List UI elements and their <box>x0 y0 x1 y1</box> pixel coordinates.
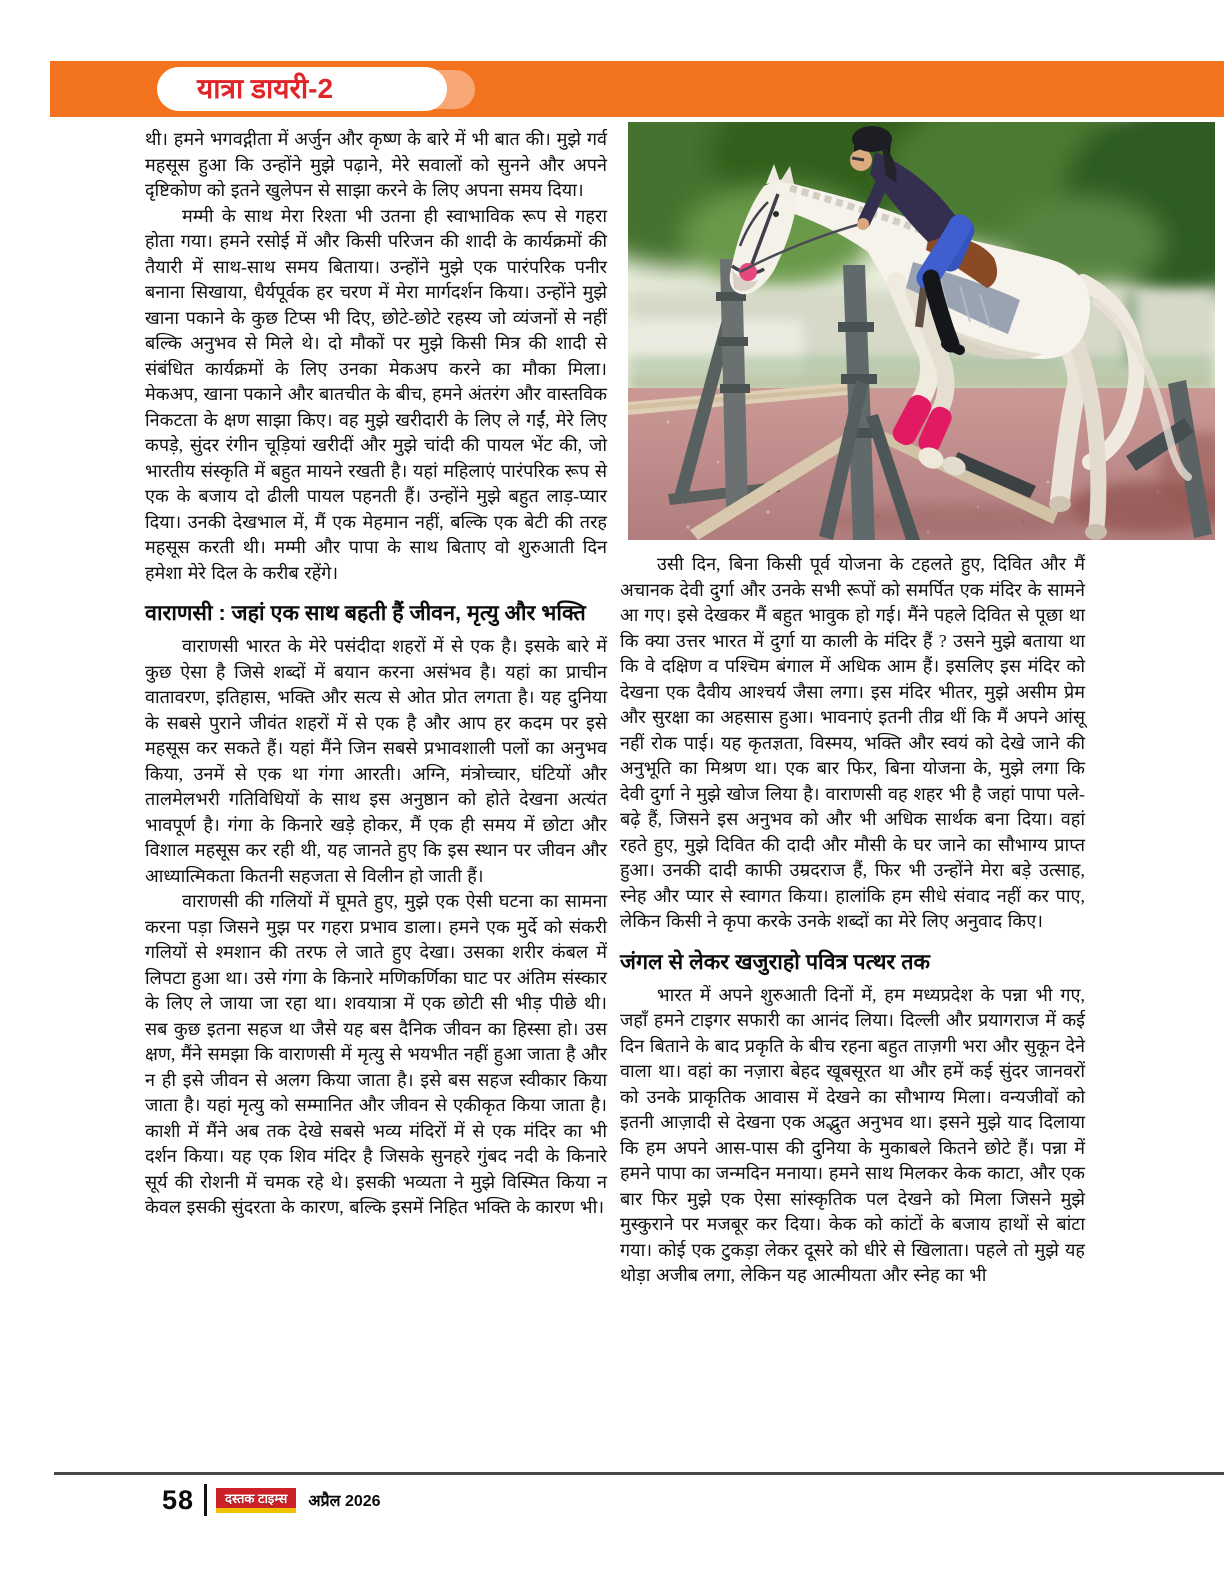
page-number: 58 <box>162 1484 195 1515</box>
magazine-logo: दस्तक टाइम्स <box>216 1488 296 1513</box>
section-heading-khajuraho: जंगल से लेकर खजुराहो पवित्र पत्थर तक <box>620 949 930 974</box>
footer-divider <box>204 1484 207 1516</box>
section-badge <box>157 67 447 111</box>
horse-jump-photo <box>628 122 1215 540</box>
section-heading-varanasi: वाराणसी : जहां एक साथ बहती हैं जीवन, मृत्यु और भक्ति <box>145 601 586 625</box>
body-paragraph-4: वाराणसी की गलियों में घूमते हुए, मुझे एक ऐसी घटना का सामना करना पड़ा जिसने मुझ पर गहरा प्रभाव डाला। हमने एक मुर्दे को संकरी गलियों से श्मशान की तरफ ले जाते हुए देखा। उसका शरीर कंबल में लिपटा हुआ था। उसे गंगा के किनारे मणिकर्णिका घाट पर अंतिम संस्कार के लिए ले जाया जा रहा था। शवयात्रा में एक छोटी सी भीड़ पीछे थी। सब कुछ इतना सहज था जैसे यह बस दैनिक जीवन का हिस्सा हो। उस क्षण, मैंने समझा कि वाराणसी में मृत्यु से भयभीत नहीं हुआ जाता है और न ही इसे जीवन से अलग किया जाता है। इसे बस सहज स्वीकार किया जाता है। यहां मृत्यु को सम्मानित और जीवन से एकीकृत किया जाता है। काशी में मैंने अब तक देखे सबसे भव्य मंदिरों में से एक मंदिर का भी दर्शन किया। यह एक शिव मंदिर है जिसके सुनहरे गुंबद नदी के किनारे सूर्य की रोशनी में चमक रहे थे। इसकी भव्यता ने मुझे विस्मित किया न केवल इसकी सुंदरता के कारण, बल्कि इसमें निहित भक्ति के कारण भी। <box>145 891 607 1217</box>
body-paragraph-2: मम्मी के साथ मेरा रिश्ता भी उतना ही स्वाभाविक रूप से गहरा होता गया। हमने रसोई में और किसी परिजन की शादी के कार्यक्रमों की तैयारी में साथ-साथ समय बिताया। उन्होंने मुझे एक पारंपरिक पनीर बनाना सिखाया, धैर्यपूर्वक हर चरण में मेरा मार्गदर्शन किया। उन्होंने मुझे खाना पकाने के कुछ टिप्स भी दिए, छोटे-छोटे रहस्य जो व्यंजनों से नहीं बल्कि अनुभव से मिले थे। दो मौकों पर मुझे किसी मित्र की शादी से संबंधित कार्यक्रमों के लिए उनका मेकअप करने का मौका मिला। मेकअप, खाना पकाने और बातचीत के बीच, हमने अंतरंग और वास्तविक निकटता के क्षण साझा किए। वह मुझे खरीदारी के लिए ले गईं, मेरे लिए कपड़े, सुंदर रंगीन चूड़ियां खरीदीं और मुझे चांदी की पायल भेंट की, जो भारतीय संस्कृति में बहुत मायने रखती है। यहां महिलाएं पारंपरिक रूप से एक के बजाय दो ढीली पायल पहनती हैं। उन्होंने मुझे बहुत लाड़-प्यार दिया। उनकी देखभाल में, मैं एक मेहमान नहीं, बल्कि एक बेटी की तरह महसूस करती थी। मम्मी और पापा के साथ बिताए वो शुरुआती दिन हमेशा मेरे दिल के करीब रहेंगे। <box>145 205 607 583</box>
footer-rule <box>54 1472 1224 1475</box>
footer <box>162 1481 381 1519</box>
left-column <box>145 127 607 1221</box>
horse-jump-illustration <box>628 122 1215 540</box>
body-paragraph-3: वाराणसी भारत के मेरे पसंदीदा शहरों में से एक है। इसके बारे में कुछ ऐसा है जिसे शब्दों में बयान करना असंभव है। यहां का प्राचीन वातावरण, इतिहास, भक्ति और सत्य से ओत प्रोत लगता है। यह दुनिया के सबसे पुराने जीवंत शहरों में से एक है और आप हर कदम पर इसे महसूस कर सकते हैं। यहां मैंने जिन सबसे प्रभावशाली पलों का अनुभव किया, उनमें से एक था गंगा आरती। अग्नि, मंत्रोच्चार, घंटियों और तालमेलभरी गतिविधियों के साथ इस अनुष्ठान को होते देखना अत्यंत भावपूर्ण है। गंगा के किनारे खड़े होकर, मैं एक ही समय में छोटा और विशाल महसूस कर रही थी, यह जानते हुए कि इस स्थान पर जीवन और आध्यात्मिकता कितनी सहजता से विलीन हो जाती हैं। <box>145 636 607 886</box>
body-paragraph-1: थी। हमने भगवद्गीता में अर्जुन और कृष्ण के बारे में भी बात की। मुझे गर्व महसूस हुआ कि उन्होंने मुझे पढ़ाने, मेरे सवालों को सुनने और अपने दृष्टिकोण को इतने खुलेपन से साझा करने के लिए अपना समय दिया। <box>145 129 607 200</box>
section-band <box>50 61 1224 117</box>
issue-date: अप्रैल 2026 <box>308 1493 381 1510</box>
body-paragraph-5: उसी दिन, बिना किसी पूर्व योजना के टहलते हुए, दिवित और मैं अचानक देवी दुर्गा और उनके सभी रूपों को समर्पित एक मंदिर के सामने आ गए। इसे देखकर मैं बहुत भावुक हो गई। मैंने पहले दिवित से पूछा था कि क्या उत्तर भारत में दुर्गा या काली के मंदिर हैं ? उसने मुझे बताया था कि वे दक्षिण व पश्चिम बंगाल में अधिक आम हैं। इसलिए इस मंदिर को देखना एक दैवीय आश्चर्य जैसा लगा। इस मंदिर भीतर, मुझे असीम प्रेम और सुरक्षा का अहसास हुआ। भावनाएं इतनी तीव्र थीं कि मैं अपने आंसू नहीं रोक पाई। यह कृतज्ञता, विस्मय, भक्ति और स्वयं को देखे जाने की अनुभूति का मिश्रण था। एक बार फिर, बिना योजना के, मुझे लगा कि देवी दुर्गा ने मुझे खोज लिया है। वाराणसी वह शहर भी है जहां पापा पले-बढ़े हैं, जिसने इस अनुभव को और भी अधिक सार्थक बना दिया। वहां रहते हुए, मुझे दिवित की दादी और मौसी के घर जाने का सौभाग्य प्राप्त हुआ। उनकी दादी काफी उम्रदराज हैं, फिर भी उन्होंने मेरा बड़े उत्साह, स्नेह और प्यार से स्वागत किया। हालांकि हम सीधे संवाद नहीं कर पाए, लेकिन किसी ने कृपा करके उनके शब्दों का मेरे लिए अनुवाद किए। <box>620 554 1085 931</box>
section-badge-label: यात्रा डायरी-2 <box>197 73 334 104</box>
body-paragraph-6: भारत में अपने शुरुआती दिनों में, हम मध्यप्रदेश के पन्ना भी गए, जहाँ हमने टाइगर सफारी का आनंद लिया। दिल्ली और प्रयागराज में कई दिन बिताने के बाद प्रकृति के बीच रहना बहुत ताज़गी भरा और सुकून देने वाला था। वहां का नज़ारा बेहद खूबसूरत था और हमें कई सुंदर जानवरों को उनके प्राकृतिक आवास में देखने का सौभाग्य मिला। वन्यजीवों को इतनी आज़ादी से देखना एक अद्भुत अनुभव था। इसने मुझे याद दिलाया कि हम अपने आस-पास की दुनिया के मुकाबले कितने छोटे हैं। पन्ना में हमने पापा का जन्मदिन मनाया। हमने साथ मिलकर केक काटा, और एक बार फिर मुझे एक ऐसा सांस्कृतिक पल देखने को मिला जिसने मुझे मुस्कुराने पर मजबूर कर दिया। केक को कांटों के बजाय हाथों से बांटा गया। कोई एक टुकड़ा लेकर दूसरे को धीरे से खिलाता। पहले तो मुझे यह थोड़ा अजीब लगा, लेकिन यह आत्मीयता और स्नेह का भी <box>620 984 1085 1285</box>
right-column <box>620 552 1085 1289</box>
